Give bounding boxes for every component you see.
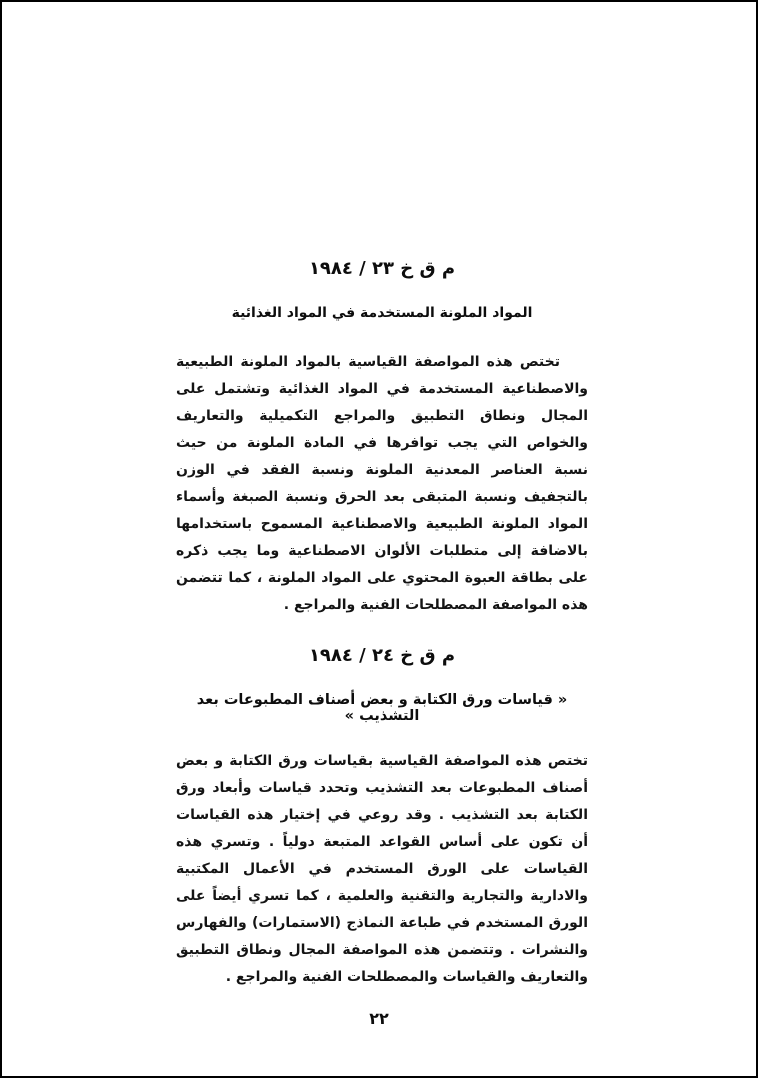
standard-section-2 [176, 645, 588, 991]
standard-body-2: تختص هذه المواصفة القياسية بقياسات ورق الكتابة و بعض أصناف المطبوعات بعد التشذيب وتحدد قياسات وأبعاد ورق الكتابة بعد التشذيب . وقد روعي في إختيار هذه القياسات أن تكون على أساس القواعد المتبعة دولياً . وتسري هذه القياسات على الورق المستخدم في الأعمال المكتبية والادارية والتجارية والتقنية والعلمية ، كما تسري أيضاً على الورق المستخدم في طباعة النماذج (الاستمارات) والفهارس والنشرات . وتتضمن هذه المواصفة المجال ونطاق التطبيق والتعاريف والقياسات والمصطلحات الفنية والمراجع . [176, 753, 588, 985]
standard-title-1: المواد الملونة المستخدمة في المواد الغذائية [231, 305, 533, 321]
standard-title-2: « قياسات ورق الكتابة و بعض أصناف المطبوعات بعد التشذيب » [196, 692, 568, 724]
standard-section-1 [176, 258, 588, 619]
page-content [176, 258, 588, 1017]
standard-code-heading-2: م ق خ ٢٤ / ١٩٨٤ [308, 645, 456, 666]
page-number: ٢٢ [369, 1009, 389, 1028]
standard-code-heading-1: م ق خ ٢٣ / ١٩٨٤ [308, 258, 456, 279]
standard-body-1: تختص هذه المواصفة القياسية بالمواد الملونة الطبيعية والاصطناعية المستخدمة في المواد الغذائية وتشتمل على المجال ونطاق التطبيق والمراجع التكميلية والتعاريف والخواص التي يجب توافرها في المادة الملونة من حيث نسبة العناصر المعدنية الملونة ونسبة الفقد في الوزن بالتجفيف ونسبة المتبقى بعد الحرق ونسبة الصبغة وأسماء المواد الملونة الطبيعية والاصطناعية المسموح باستخدامها بالاضافة إلى متطلبات الألوان الاصطناعية وما يجب ذكره على بطاقة العبوة المحتوي على المواد الملونة ، كما تتضمن هذه المواصفة المصطلحات الفنية والمراجع . [176, 354, 588, 613]
